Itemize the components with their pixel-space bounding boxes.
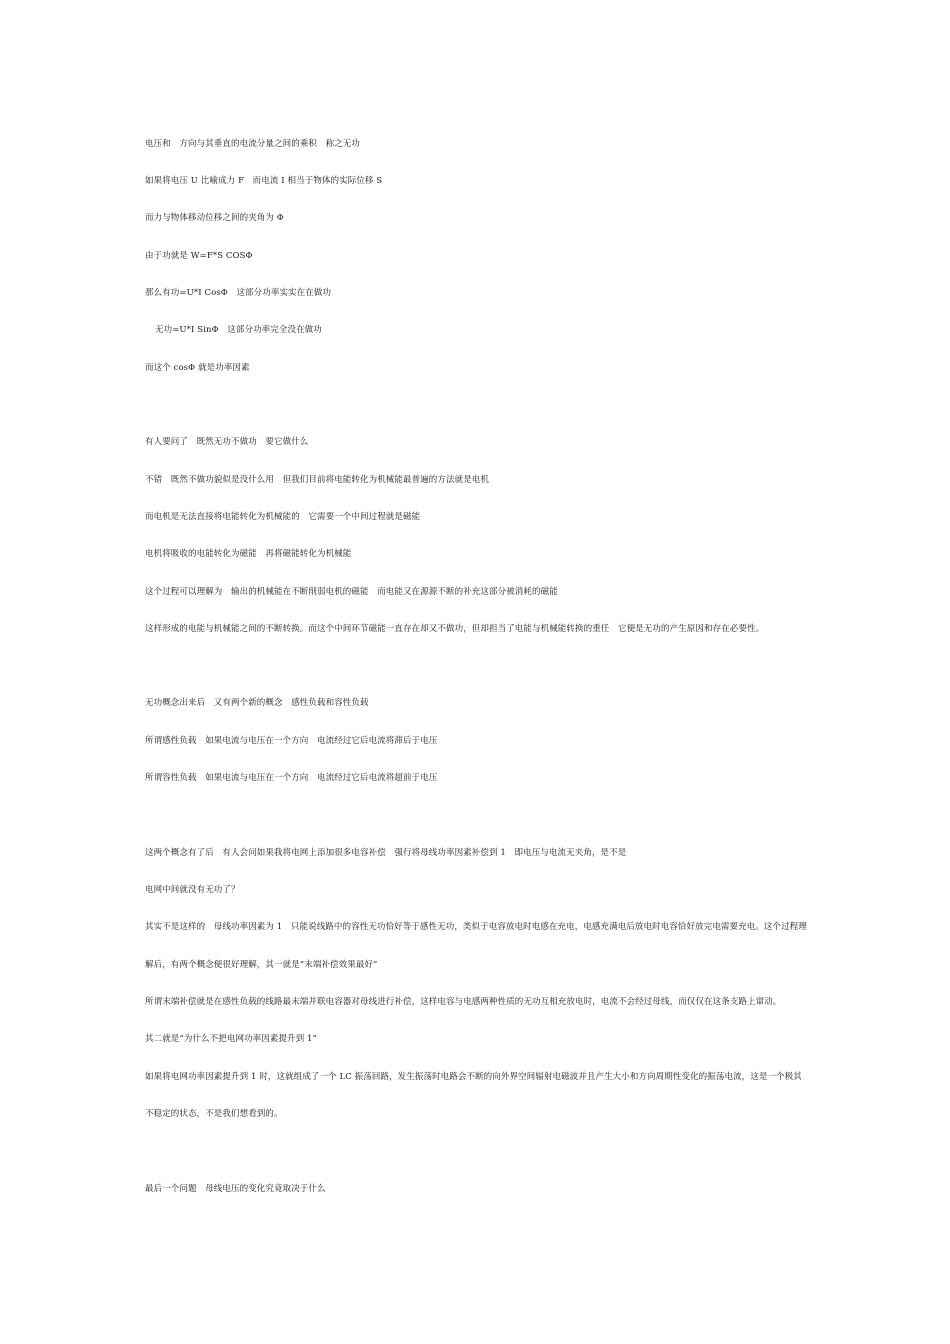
text-line: 电机将吸收的电能转化为磁能 再将磁能转化为机械能 bbox=[145, 549, 352, 559]
text-line: 其实不是这样的 母线功率因素为 1 只能说线路中的容性无功恰好等于感性无功，类似于电容放电时电感在充电，电感充满电后放电时电容恰好放完电需要充电。这个过程理 bbox=[145, 922, 807, 932]
text-line: 如果将电网功率因素提升到 1 时，这就组成了一个 LC 振荡回路，发生振荡时电路会不断的向外界空间辐射电磁波并且产生大小和方向周期性变化的振荡电流，这是一个极其 bbox=[145, 1072, 802, 1082]
text-line: 所谓末端补偿就是在感性负载的线路最末端并联电容器对母线进行补偿，这样电容与电感两种性质的无功互相充放电时，电流不会经过母线，而仅仅在这条支路上窜动。 bbox=[145, 997, 782, 1007]
text-line: 无功=U*I SinΦ 这部分功率完全没在做功 bbox=[155, 325, 322, 335]
text-line: 这个过程可以理解为 输出的机械能在不断削弱电机的磁能 而电能又在源源不断的补充这部分被消耗的磁能 bbox=[145, 587, 558, 597]
text-line: 最后一个问题 母线电压的变化究竟取决于什么 bbox=[145, 1184, 326, 1194]
text-line: 解后，有两个概念便很好理解，其一就是“末端补偿效果最好” bbox=[145, 960, 378, 970]
text-line: 电网中间就没有无功了？ bbox=[145, 885, 240, 895]
text-line: 而电机是无法直接将电能转化为机械能的 它需要一个中间过程就是磁能 bbox=[145, 512, 421, 522]
text-line: 这样形成的电能与机械能之间的不断转换。而这个中间环节磁能一直存在却又不做功，但却担当了电能与机械能转换的重任 它便是无功的产生原因和存在必要性。 bbox=[145, 624, 765, 634]
text-line: 无功概念出来后 又有两个新的概念 感性负载和容性负载 bbox=[145, 698, 369, 708]
text-line: 而这个 cosΦ 就是功率因素 bbox=[145, 363, 250, 373]
text-line: 有人要问了 既然无功不做功 要它做什么 bbox=[145, 437, 309, 447]
text-line: 不错 既然不做功貌似是没什么用 但我们目前将电能转化为机械能最普遍的方法就是电机 bbox=[145, 475, 490, 485]
text-line: 所谓感性负载 如果电流与电压在一个方向 电流经过它后电流将滞后于电压 bbox=[145, 736, 438, 746]
text-line: 所谓容性负载 如果电流与电压在一个方向 电流经过它后电流将超前于电压 bbox=[145, 773, 438, 783]
text-line: 这两个概念有了后 有人会问如果我将电网上添加很多电容补偿 强行将母线功率因素补偿到 1 即电压与电流无夹角，是不是 bbox=[145, 848, 627, 858]
text-line: 而力与物体移动位移之间的夹角为 Φ bbox=[145, 213, 284, 223]
text-line: 不稳定的状态，不是我们想看到的。 bbox=[145, 1109, 283, 1119]
text-line: 其二就是“为什么不把电网功率因素提升到 1” bbox=[145, 1034, 318, 1044]
text-line: 电压和 方向与其垂直的电流分量之间的乘积 称之无功 bbox=[145, 139, 361, 149]
text-line: 那么有功=U*I CosΦ 这部分功率实实在在做功 bbox=[145, 288, 332, 298]
text-line: 如果将电压 U 比喻成力 F 而电流 I 相当于物体的实际位移 S bbox=[145, 176, 383, 186]
text-line: 由于功就是 W=F*S COSΦ bbox=[145, 251, 253, 261]
